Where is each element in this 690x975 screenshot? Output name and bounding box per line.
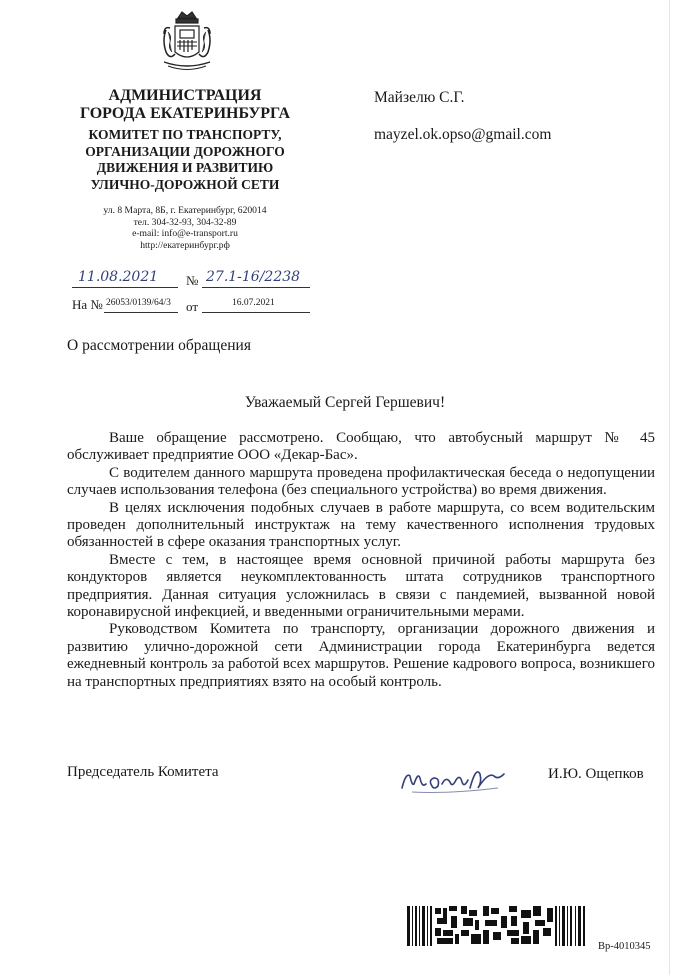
in-reply-date-field <box>202 296 310 313</box>
letter-greeting: Уважаемый Сергей Гершевич! <box>244 394 446 411</box>
outgoing-date-field <box>72 271 178 288</box>
body-paragraph-1: Ваше обращение рассмотрено. Сообщаю, что автобусный маршрут № 45 обслуживает предприятие ООО «Декар-Бас». <box>67 430 655 464</box>
org-name-line1: АДМИНИСТРАЦИЯ <box>108 87 262 104</box>
org-website: http://екатеринбург.рф <box>140 239 230 251</box>
from-label: от <box>186 299 199 314</box>
committee-line2: ОРГАНИЗАЦИИ ДОРОЖНОГО <box>85 143 285 159</box>
letter-subject: О рассмотрении обращения <box>67 337 251 354</box>
body-paragraph-3: В целях исключения подобных случаев в работе маршрута, со всем водительским проведен дополнительный инструктаж на тему качественного исполнения трудовых обязанностей в сфере оказания транспортных услуг. <box>67 499 655 551</box>
in-reply-label: На № <box>72 297 103 312</box>
addressee-name: Майзелю С.Г. <box>374 89 465 106</box>
in-reply-date-value: 16.07.2021 <box>232 298 275 308</box>
number-sign: № <box>186 273 199 288</box>
org-email: e-mail: info@e-transport.ru <box>132 228 238 240</box>
registration-code: Вр-4010345 <box>598 941 651 952</box>
addressee-email: mayzel.ok.opso@gmail.com <box>374 126 552 143</box>
page-edge-line <box>669 0 670 975</box>
outgoing-date-value: 11.08.2021 <box>78 269 159 285</box>
org-phone: тел. 304-32-93, 304-32-89 <box>133 216 237 228</box>
body-paragraph-4: Вместе с тем, в настоящее время основной причиной работы маршрута без кондукторов является неукомплектованность штата сотрудников транспортного предприятия. Данная ситуация усложнилась в связи с пандемией, вызванной новой коронавирусной инфекцией, и введенными ограничительными мерами. <box>67 551 655 621</box>
signatory-position: Председатель Комитета <box>67 764 219 780</box>
signatory-name: И.Ю. Ощепков <box>548 766 644 782</box>
letter-body <box>67 430 655 691</box>
committee-line1: КОМИТЕТ ПО ТРАНСПОРТУ, <box>88 127 282 142</box>
in-reply-number-value: 26053/0139/64/3 <box>106 298 171 308</box>
in-reply-number-field <box>104 296 178 313</box>
org-name-line2: ГОРОДА ЕКАТЕРИНБУРГА <box>79 105 291 122</box>
org-address: ул. 8 Марта, 8Б, г. Екатеринбург, 620014 <box>103 205 267 216</box>
coat-of-arms-emblem <box>158 10 216 76</box>
body-paragraph-5: Руководством Комитета по транспорту, организации дорожного движения и развитию улично-дорожной сети Администрации города Екатеринбурга ведется ежедневный контроль за работой всех маршрутов. Решение кадрового вопроса, возникшего на транспортных предприятиях взято на особый контроль. <box>67 621 655 690</box>
outgoing-number-value: 27.1-16/2238 <box>206 269 301 285</box>
committee-line4: УЛИЧНО-ДОРОЖНОЙ СЕТИ <box>90 176 280 192</box>
body-paragraph-2: С водителем данного маршрута проведена профилактическая беседа о недопущении случаев использования телефона (без специального устройства) во время движения. <box>67 464 655 499</box>
outgoing-number-field <box>202 271 310 288</box>
handwritten-signature <box>398 762 508 796</box>
document-barcode <box>407 906 585 946</box>
committee-line3: ДВИЖЕНИЯ И РАЗВИТИЮ <box>96 160 274 175</box>
